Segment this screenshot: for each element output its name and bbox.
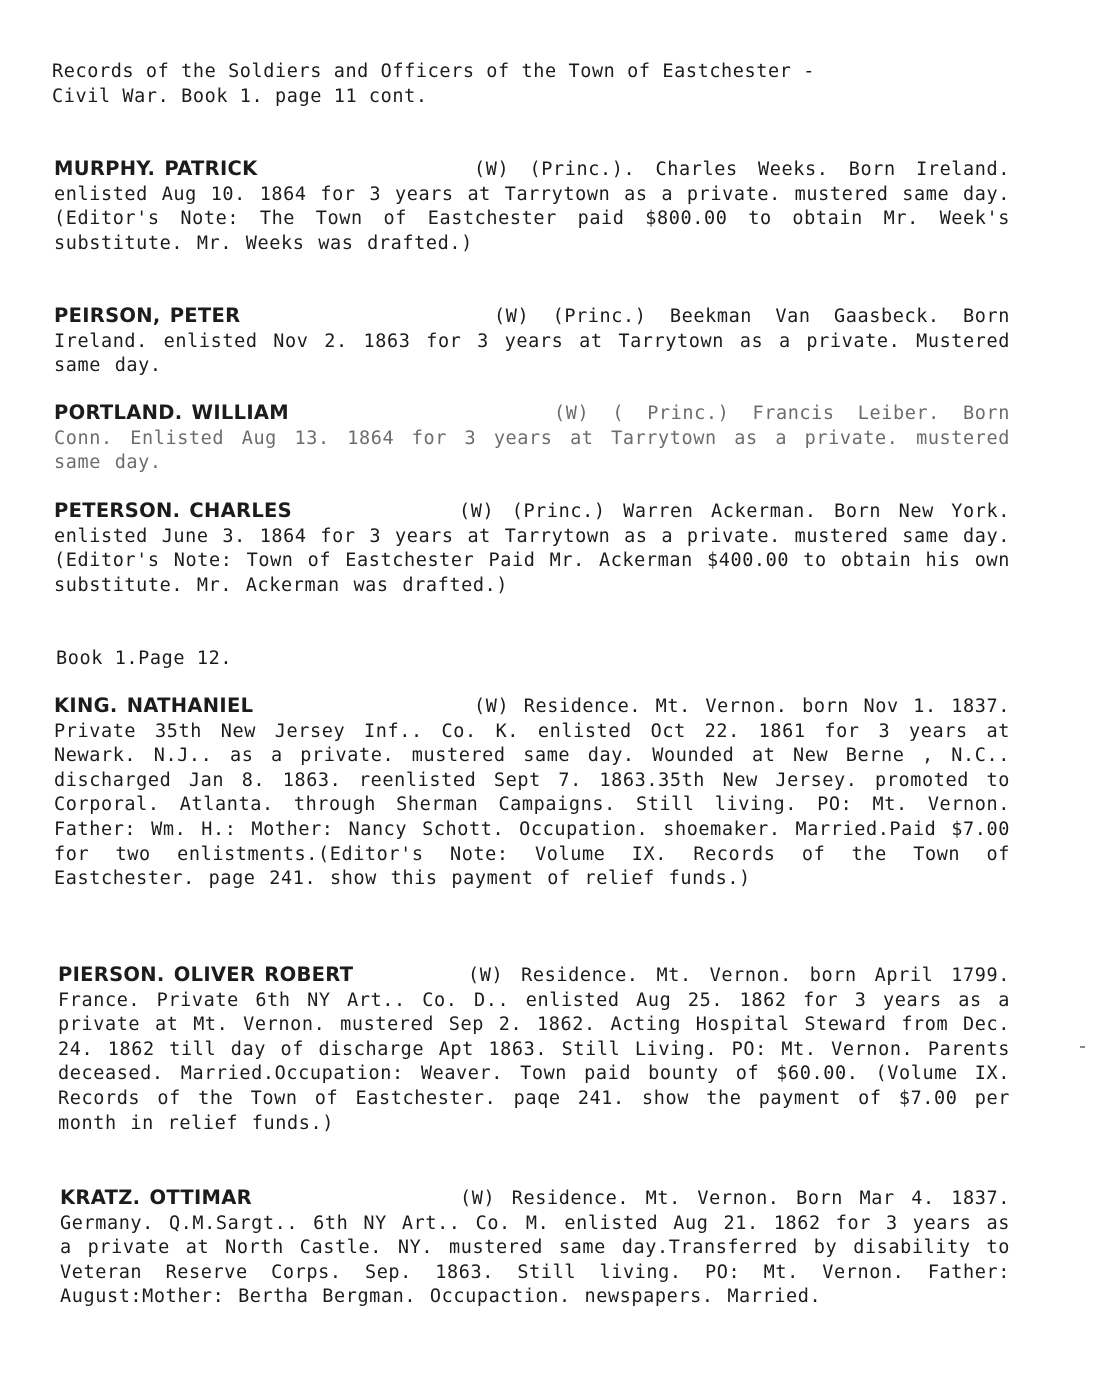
entry-name: PETERSON. CHARLES <box>54 499 293 522</box>
entry-text: (W) ( Princ.) Francis Leiber. Born Conn. Enlisted Aug 13. 1864 for 3 years at Tarrytown as a private. mustered same day. <box>54 403 1010 474</box>
entry-peterson-charles <box>54 499 1010 598</box>
entry-text: (W) Residence. Mt. Vernon. Born Mar 4. 1837. Germany. Q.M.Sargt.. 6th NY Art.. Co. M. enlisted Aug 21. 1862 for 3 years as a private at North Castle. NY. mustered same day.Transferred by disability to Veteran Reserve Corps. Sep. 1863. Still living. PO: Mt. Vernon. Father: August:Mother: Bertha Bergman. Occupaction. newspapers. Married. <box>60 1188 1010 1308</box>
entry-name: PORTLAND. WILLIAM <box>54 401 289 424</box>
document-header <box>52 60 1012 109</box>
entry-king-nathaniel <box>54 694 1010 892</box>
entry-name: KING. NATHANIEL <box>54 694 254 717</box>
scan-speck <box>1080 1046 1085 1048</box>
header-line-1: Records of the Soldiers and Officers of the Town of Eastchester - <box>52 61 815 82</box>
entry-text: (W) (Princ.). Charles Weeks. Born Ireland. enlisted Aug 10. 1864 for 3 years at Tarrytown as a private. mustered same day.(Editor's Note: The Town of Eastchester paid $800.00 to obtain Mr. Week's substitute. Mr. Weeks was drafted.) <box>54 159 1010 254</box>
entry-text: (W) (Princ.) Beekman Van Gaasbeck. Born Ireland. enlisted Nov 2. 1863 for 3 years at Tarrytown as a private. Mustered same day. <box>54 306 1010 377</box>
entry-name: PEIRSON, PETER <box>54 304 241 327</box>
header-line-2: Civil War. Book 1. page 11 cont. <box>52 85 428 107</box>
entry-kratz-ottimar <box>60 1186 1010 1310</box>
entry-name: KRATZ. OTTIMAR <box>60 1186 252 1209</box>
entry-text: (W) Residence. Mt. Vernon. born April 1799. France. Private 6th NY Art.. Co. D.. enlisted Aug 25. 1862 for 3 years as a private at Mt. Vernon. mustered Sep 2. 1862. Acting Hospital Steward from Dec. 24. 1862 till day of discharge Apt 1863. Still Living. PO: Mt. Vernon. Parents deceased. Married.Occupation: Weaver. Town paid bounty of $60.00. (Volume IX. Records of the Town of Eastchester. paqe 241. show the payment of $7.00 per month in relief funds.) <box>58 965 1010 1134</box>
book-page-label: Book 1.Page 12. <box>56 648 233 669</box>
entry-murphy-patrick <box>54 157 1010 256</box>
entry-pierson-oliver-robert <box>58 963 1010 1136</box>
entry-portland-william <box>54 401 1010 476</box>
entry-text: (W) Residence. Mt. Vernon. born Nov 1. 1837. Private 35th New Jersey Inf.. Co. K. enlisted Oct 22. 1861 for 3 years at Newark. N.J.. as a private. mustered same day. Wounded at New Berne , N.C.. discharged Jan 8. 1863. reenlisted Sept 7. 1863.35th New Jersey. promoted to Corporal. Atlanta. through Sherman Campaigns. Still living. PO: Mt. Vernon. Father: Wm. H.: Mother: Nancy Schott. Occupation. shoemaker. Married.Paid $7.00 for two enlistments.(Editor's Note: Volume IX. Records of the Town of Eastchester. page 241. show this payment of relief funds.) <box>54 696 1010 890</box>
entry-name: PIERSON. OLIVER ROBERT <box>58 963 354 986</box>
entry-peirson-peter <box>54 304 1010 379</box>
entry-name: MURPHY. PATRICK <box>54 157 258 180</box>
entry-text: (W) (Princ.) Warren Ackerman. Born New York. enlisted June 3. 1864 for 3 years at Tarrytown as a private. mustered same day.(Editor's Note: Town of Eastchester Paid Mr. Ackerman $400.00 to obtain his own substitute. Mr. Ackerman was drafted.) <box>54 501 1010 596</box>
